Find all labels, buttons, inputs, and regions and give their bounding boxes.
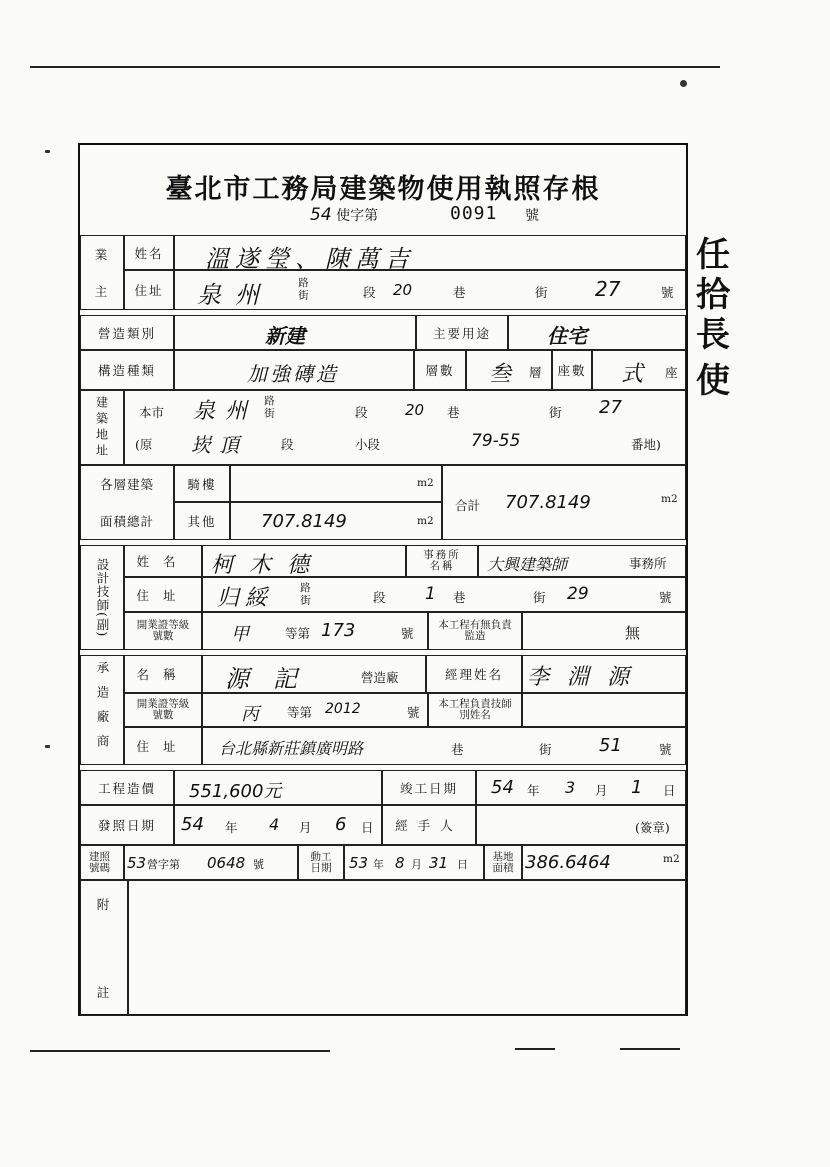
site-street-value: 27 [599,397,622,418]
owner-label-char: 業 [94,247,110,263]
owner-address-label: 住址 [124,270,174,310]
owner-number-label: 號 [661,285,674,300]
site-address-label: 建築地址 [80,390,124,465]
floors-label: 層數 [414,350,466,390]
site-lot-value: 79-55 [471,431,521,451]
designer-supervise-label: 本工程有無負責監造 [428,612,522,650]
building-permit-number: 0648 [207,854,246,872]
designer-group-label: 設計技師(副) [80,545,124,650]
contractor-license-suffix: 號 [407,705,420,720]
completion-day: 1 [631,777,643,798]
site-road-label: 路街 [263,395,275,420]
designer-name-value: 柯木德 [211,553,326,577]
site-subsection-label: 小段 [355,437,381,452]
buildings-unit: 座 [665,365,678,380]
notes-label-top: 附 [96,897,112,912]
floor-area-label-1: 各層建築 [99,477,154,493]
issue-month: 4 [269,815,280,834]
designer-section-label: 段 [373,590,386,605]
contractor-manager-field [522,655,686,693]
completion-year-label: 年 [527,783,540,798]
site-section-label: 段 [355,405,368,420]
owner-name-field [174,235,686,270]
cost-label: 工程造價 [80,770,174,805]
designer-license-label: 開業證等級號數 [124,612,202,650]
contractor-grade-label: 等第 [287,705,313,720]
buildings-label: 座數 [552,350,592,390]
contractor-license-field [202,693,428,727]
owner-section-label: 段 [363,285,376,300]
designer-name-label: 姓名 [124,545,202,577]
category-field [174,315,416,350]
contractor-manager-value: 李淵源 [527,665,648,690]
owner-group-label [80,235,124,310]
contractor-engineer-field [522,693,686,727]
owner-road-label: 路街 [297,277,309,302]
designer-license-field [202,612,428,650]
designer-lane-value: 1 [425,584,436,604]
issue-year-label: 年 [225,820,238,835]
scan-line-bottom [30,1050,330,1052]
site-orig-value: 崁頂 [191,433,247,457]
owner-name-value: 溫遂瑩、陳萬吉 [205,245,415,270]
contractor-name-field [202,655,426,693]
side-char: 拾 [696,275,730,315]
permit-number: 0091 [450,203,498,224]
sign-label: (簽章) [635,820,670,835]
buildings-field [592,350,686,390]
margin-dot [680,80,687,87]
site-lane-label: 巷 [447,405,460,420]
form-title: 臺北市工務局建築物使用執照存根 [165,174,601,205]
designer-address-label: 住址 [124,577,202,612]
designer-office-field [478,545,686,577]
start-date-label: 動工日期 [298,845,344,880]
total-label: 合計 [455,498,481,513]
designer-license-suffix: 號 [401,626,414,641]
floors-field [466,350,552,390]
site-address-field [124,390,686,465]
issue-day-label: 日 [361,820,374,835]
completion-month: 3 [565,778,576,797]
contractor-address-value: 台北縣新莊鎮廣明路 [219,739,364,758]
start-year: 53 [349,854,369,872]
other-unit: m2 [417,515,434,527]
arcade-label: 騎樓 [174,465,230,502]
contractor-license-value: 2012 [325,701,361,717]
contractor-license-label: 開業證等級號數 [124,693,202,727]
issue-year: 54 [181,814,204,835]
building-permit-prefix: 營字第 [147,858,180,871]
base-area-label: 基地面積 [484,845,522,880]
owner-road-value: 泉州 [197,281,273,309]
arcade-field [230,465,442,502]
designer-license-value: 173 [321,620,356,641]
margin-dot [45,150,50,153]
contractor-group-label: 承造廠商 [80,655,124,765]
site-orig-label: (原 [135,437,153,452]
site-lane-value: 20 [405,401,425,419]
scan-line-bottom-2 [515,1048,555,1050]
owner-lane-label: 巷 [453,285,466,300]
building-permit-suffix: 號 [253,858,264,871]
total-area-field [442,465,686,540]
designer-lane-label: 巷 [453,590,466,605]
designer-road-value: 归綏 [217,586,274,611]
cost-value: 551,600元 [189,781,282,802]
contractor-number-value: 51 [599,735,622,756]
total-unit: m2 [661,493,678,505]
floors-value: 叁 [489,362,512,387]
contractor-manager-label: 經理姓名 [426,655,522,693]
contractor-grade-value: 丙 [241,704,259,725]
issue-date-label: 發照日期 [80,805,174,845]
designer-office-label: 事務所名稱 [406,545,478,577]
scan-line-top [30,66,720,68]
main-use-label: 主要用途 [416,315,508,350]
building-permit-year: 53 [127,854,147,872]
structure-field [174,350,414,390]
other-field [230,502,442,540]
completion-year: 54 [491,777,514,798]
completion-field [476,770,686,805]
designer-grade-label: 等第 [285,626,311,641]
site-lot-label: 番地) [631,437,661,452]
owner-name-label: 姓名 [124,235,174,270]
handler-label: 經手人 [382,805,476,845]
structure-label: 構造種類 [80,350,174,390]
start-date-field [344,845,484,880]
floor-area-label-2: 面積總計 [99,513,154,529]
owner-address-field [174,270,686,310]
designer-supervise-value: 無 [625,624,641,642]
contractor-name-label: 名稱 [124,655,202,693]
side-char: 任 [696,235,730,275]
designer-number-value: 29 [567,584,589,604]
designer-number-label: 號 [659,590,672,605]
contractor-type-label: 營造廠 [361,670,399,685]
other-label: 其他 [174,502,230,540]
side-char: 使 [696,361,730,401]
designer-office-value: 大興建築師 [487,555,568,574]
site-city-label: 本市 [139,405,165,420]
contractor-lane-label: 巷 [451,742,464,757]
category-label: 營造類別 [80,315,174,350]
issue-month-label: 月 [299,820,312,835]
base-area-value: 386.6464 [525,852,611,873]
contractor-address-label: 住址 [124,727,202,765]
contractor-engineer-label: 本工程負責技師別姓名 [428,693,522,727]
start-year-label: 年 [373,858,384,871]
margin-dot [45,745,50,748]
completion-label: 竣工日期 [382,770,476,805]
completion-day-label: 日 [663,783,676,798]
start-day: 31 [429,854,449,872]
permit-number-line [310,203,539,225]
start-day-label: 日 [457,858,468,871]
handler-field [476,805,686,845]
contractor-address-field [202,727,686,765]
permit-suffix: 號 [525,208,539,224]
issue-day: 6 [335,814,347,835]
start-month-label: 月 [411,858,422,871]
designer-street-label: 街 [533,590,546,605]
designer-name-field [202,545,406,577]
start-month: 8 [395,854,405,872]
issue-date-field [174,805,382,845]
side-char: 長 [696,315,730,355]
permit-year: 54 [310,205,332,225]
building-permit-field [124,845,298,880]
side-stamp-text [693,235,733,401]
main-use-field [508,315,686,350]
owner-street-label: 街 [535,285,548,300]
main-use-value: 住宅 [547,324,587,348]
designer-grade-value: 甲 [231,624,249,645]
total-value: 707.8149 [505,492,591,513]
permit-form [78,143,688,1016]
contractor-street-label: 街 [539,742,552,757]
owner-label-char: 主 [94,283,110,299]
building-permit-label: 建照號碼 [80,845,124,880]
contractor-name-value: 源記 [225,665,321,693]
buildings-value: 式 [621,362,644,387]
structure-value: 加強磚造 [247,362,339,386]
owner-lane-value: 20 [393,281,413,299]
designer-office-suffix: 事務所 [629,556,667,571]
base-area-unit: m2 [663,853,680,865]
cost-field [174,770,382,805]
floors-unit: 層 [529,365,542,380]
designer-road-label: 路街 [299,582,311,607]
completion-month-label: 月 [595,783,608,798]
arcade-unit: m2 [417,477,434,489]
floor-area-label [80,465,174,540]
owner-number-value: 27 [595,277,621,301]
site-street-label: 街 [549,405,562,420]
notes-label-bottom: 註 [96,985,112,1000]
contractor-number-label: 號 [659,742,672,757]
notes-label [80,880,128,1016]
notes-field [128,880,686,1016]
site-road-value: 泉州 [193,399,258,424]
site-orig-section-label: 段 [281,437,294,452]
base-area-field [522,845,686,880]
designer-address-field [202,577,686,612]
other-value: 707.8149 [261,511,347,532]
scan-line-bottom-3 [620,1048,680,1050]
category-value: 新建 [265,324,305,348]
permit-prefix: 使字第 [336,208,379,224]
designer-supervise-field [522,612,686,650]
